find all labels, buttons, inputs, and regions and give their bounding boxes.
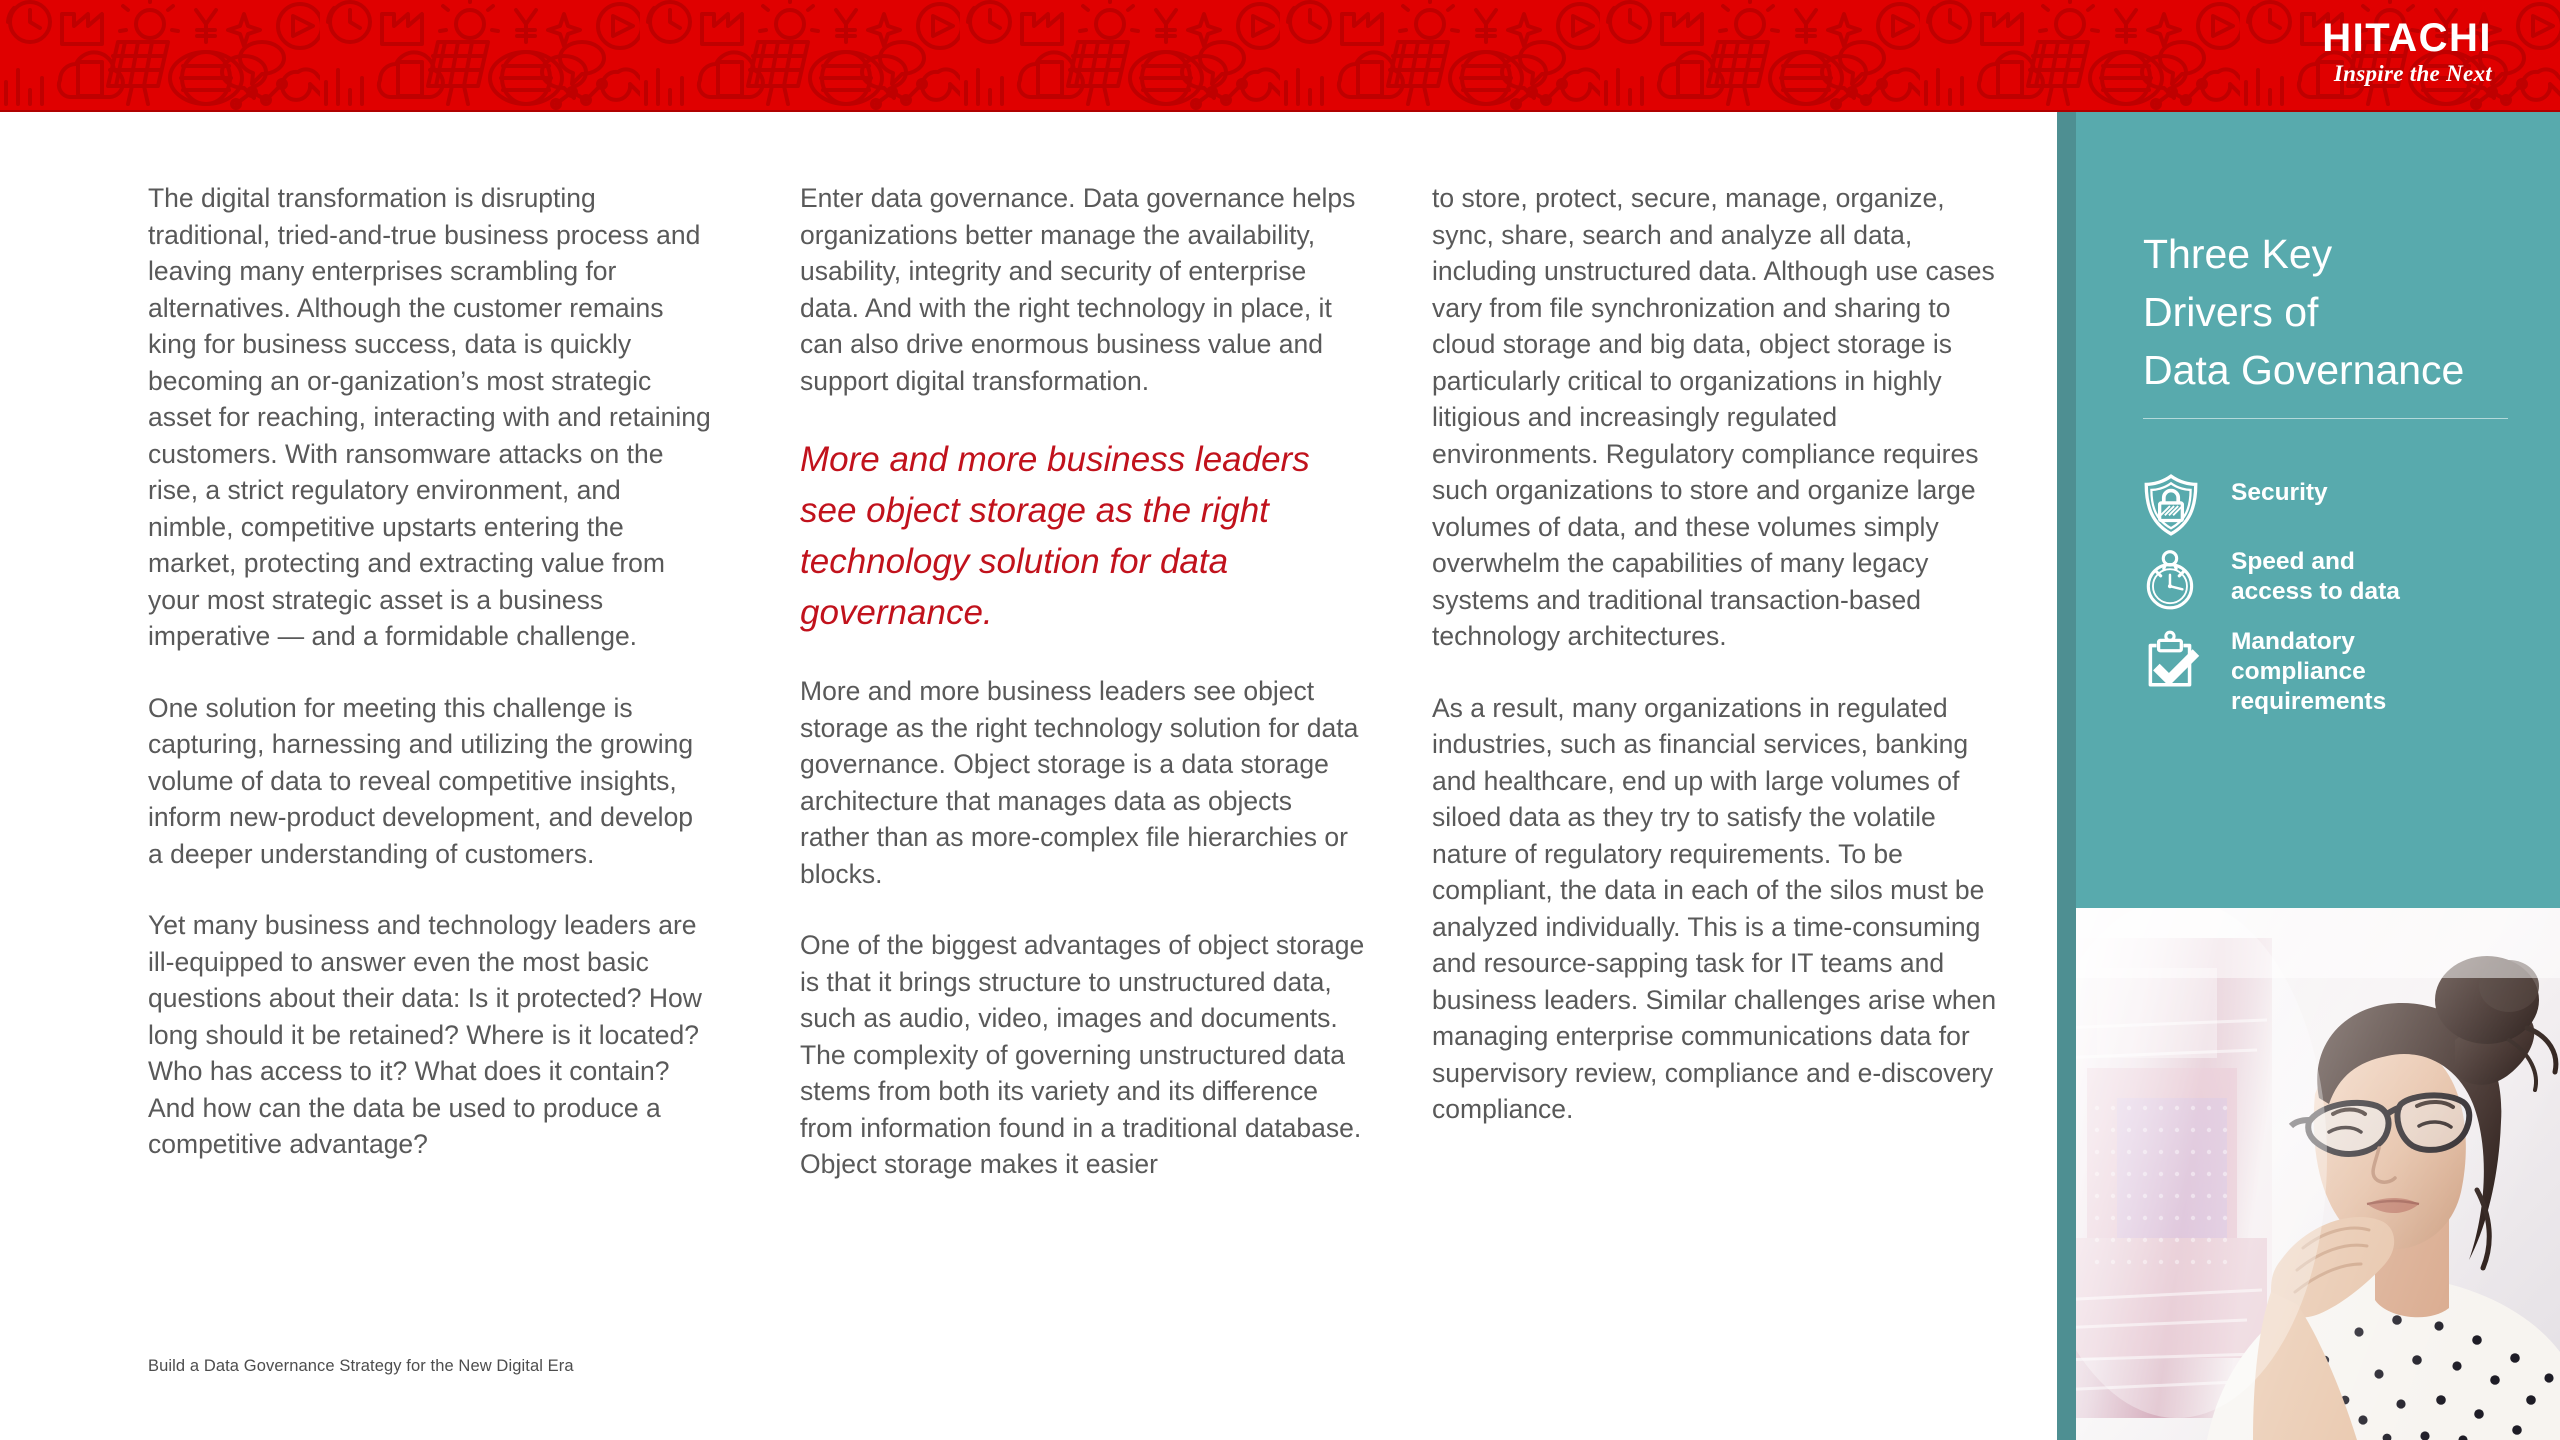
top-banner <box>0 0 2560 112</box>
shield-lock-icon <box>2136 470 2206 540</box>
sidebar-driver-security <box>2136 470 2556 540</box>
photo-accent-strip <box>2057 908 2076 1440</box>
sidebar-title-line-1: Three Key <box>2143 231 2333 277</box>
text-column-1 <box>148 180 713 1163</box>
text-column-3 <box>1432 180 2007 1128</box>
sidebar-title-line-2: Drivers of <box>2143 289 2319 335</box>
hitachi-logo <box>2322 18 2492 87</box>
sidebar-photo <box>2057 908 2560 1440</box>
sidebar-driver-compliance <box>2136 625 2556 717</box>
sidebar-driver-label-line-1: Speed and <box>2231 548 2355 575</box>
sidebar-accent-strip <box>2057 112 2076 908</box>
sidebar-driver-label <box>2231 625 2386 717</box>
paragraph: One of the biggest advantages of object storage is that it brings structure to unstructured data, such as audio, video, images and documents. The complexity of governing unstructured data stems from both its variety and its difference from information found in a traditional database. Object storage makes it easier <box>800 930 1365 1179</box>
sidebar-driver-label <box>2231 545 2400 607</box>
sidebar-driver-label: Security <box>2231 479 2328 506</box>
paragraph: to store, protect, secure, manage, organize, sync, share, search and analyze all data, including unstructured data. Although use cases vary from file synchronization and sharing to cloud storage and big data, object storage is particularly critical to organizations in highly litigious and increasingly regulated environments. Regulatory compliance requires such organizations to store and organize large volumes of data, and these volumes simply overwhelm the capabilities of many legacy systems and traditional transaction-based technology architectures. <box>1432 183 1995 651</box>
stopwatch-icon <box>2136 545 2206 615</box>
sidebar-title <box>2143 225 2560 399</box>
footer-note: Build a Data Governance Strategy for the New Digital Era <box>148 1357 574 1375</box>
pull-quote: More and more business leaders see object storage as the right technology solution for data governance. <box>800 440 1310 632</box>
sidebar-driver-speed <box>2136 545 2556 615</box>
banner-icon-pattern <box>0 0 2560 112</box>
paragraph: Enter data governance. Data governance helps organizations better manage the availability, usability, integrity and security of enterprise data. And with the right technology in place, it can also drive enormous business value and support digital transformation. <box>800 183 1356 396</box>
hitachi-logo-wordmark: HITACHI <box>2322 16 2492 60</box>
paragraph: One solution for meeting this challenge is capturing, harnessing and utilizing the growing volume of data to reveal competitive insights, inform new-product development, and develop a deeper understanding of customers. <box>148 692 694 869</box>
text-column-2 <box>800 180 1365 1183</box>
paragraph: As a result, many organizations in regulated industries, such as financial services, banking and healthcare, end up with large volumes of siloed data as they try to satisfy the volatile nature of regulatory requirements. To be compliant, the data in each of the silos must be analyzed individually. This is a time-consuming and resource-sapping task for IT teams and business leaders. Similar challenges arise when managing enterprise communications data for supervisory review, compliance and e-discovery compliance. <box>1432 692 1997 1124</box>
hitachi-logo-tagline: Inspire the Next <box>2333 61 2492 86</box>
clipboard-check-icon <box>2136 625 2206 695</box>
sidebar-title-line-3: Data Governance <box>2143 347 2465 393</box>
sidebar-driver-label-line-2: access to data <box>2231 578 2400 605</box>
sidebar-divider <box>2143 418 2508 419</box>
paragraph: The digital transformation is disrupting traditional, tried-and-true business process and leaving many enterprises scrambling for alternatives. Although the customer remains king for business success, data is quickly becoming an or-ganization’s most strategic asset for reaching, interacting with and retaining customers. With ransomware attacks on the rise, a strict regulatory environment, and nimble, competitive upstarts entering the market, protecting and extracting value from your most strategic asset is a business imperative — and a formidable challenge. <box>148 183 711 651</box>
sidebar-driver-label-line-1: Mandatory <box>2231 628 2355 655</box>
paragraph: Yet many business and technology leaders are ill-equipped to answer even the most basic questions about their data: Is it protected? How long should it be retained? Where is it located? Who has access to it? What does it contain? And how can the data be used to produce a competitive advantage? <box>148 910 702 1159</box>
sidebar-driver-label-line-2: compliance <box>2231 658 2366 685</box>
sidebar-driver-label-line-3: requirements <box>2231 688 2387 715</box>
paragraph: More and more business leaders see object storage as the right technology solution for data governance. Object storage is a data storage architecture that manages data as objects rather than as more-complex file hierarchies or blocks. <box>800 676 1359 889</box>
